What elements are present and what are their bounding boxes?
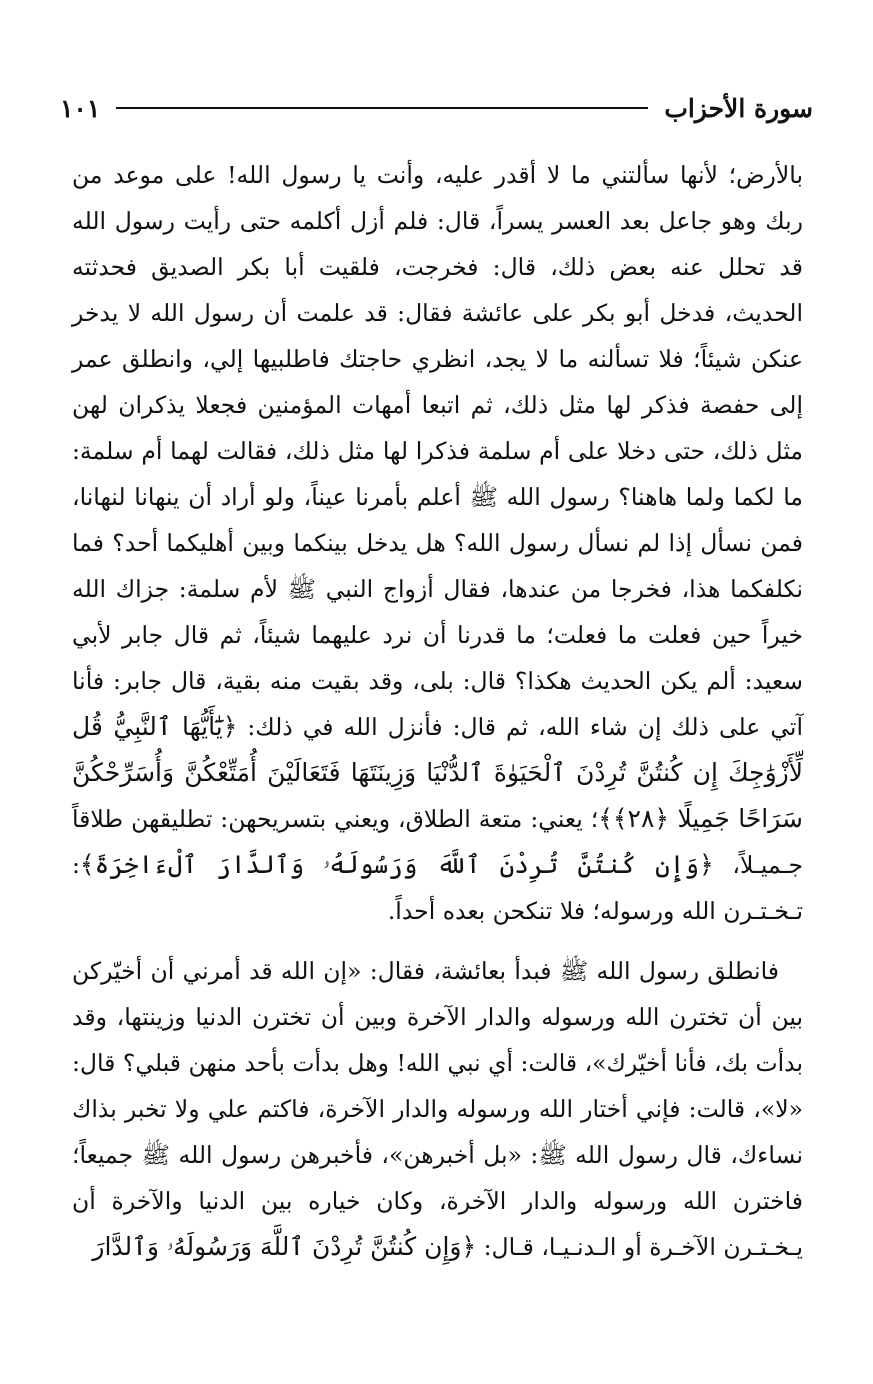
quran-verse: ﴿يَٰٓأَيُّهَا ٱلنَّبِيُّ قُل لِّأَزْوَٰجِكَ إِن كُنتُنَّ تُرِدْنَ ٱلْحَيَوٰةَ ٱلدُّنْيَا وَزِينَتَهَا فَتَعَالَيْنَ أُمَتِّعْكُنَّ وَأُسَرِّحْكُنَّ سَرَاحًا جَمِيلًا ﴿٢٨﴾﴾	[72, 712, 803, 833]
text-segment: بالأرض؛ لأنها سألتني ما لا أقدر عليه، وأنت يا رسول الله! على موعد من ربك وهو جاعل بعد العسر يسراً، قال: فلم أزل أكلمه حتى رأيت رسول الله قد تحلل عنه بعض ذلك، قال: فخرجت، فلقيت أبا بكر الصديق فحدثته الحديث، فدخل أبو بكر على عائشة فقال: قد علمت أن رسول الله لا يدخر عنكن شيئاً؛ فلا تسألنه ما لا يجد، انظري حاجتك فاطلبيها إلي، وانطلق عمر إلى حفصة فذكر لها مثل ذلك، ثم اتبعا أمهات المؤمنين فجعلا يذكران لهن مثل ذلك، حتى دخلا على أم سلمة فذكرا لها مثل ذلك، فقالت لهما أم سلمة: ما لكما ولما هاهنا؟ رسول الله ﷺ أعلم بأمرنا عيناً، ولو أراد أن ينهانا لنهانا، فمن نسأل إذا لم نسأل رسول الله؟ هل يدخل بينكما وبين أهليكما أحد؟ فما نكلفكما هذا، فخرجا من عندها، فقال أزواج النبي ﷺ لأم سلمة: جزاك الله خيراً حين فعلت ما فعلت؛ ما قدرنا أن نرد عليهما شيئاً، ثم قال جابر لأبي سعيد: ألم يكن الحديث هكذا؟ قال: بلى، وقد بقيت منه بقية، قال جابر: فأنا آتي على ذلك إن شاء الله، ثم قال: فأنزل الله في ذلك:	[72, 161, 803, 741]
text-segment: فانطلق رسول الله ﷺ فبدأ بعائشة، فقال: «إن الله قد أمرني أن أخيّركن بين أن تخترن الله ورسوله والدار الآخرة وبين أن تخترن الدنيا وزينتها، وقد بدأت بك، فأنا أخيّرك»، قالت: أي نبي الله! وهل بدأت بأحد منهن قبلي؟ قال: «لا»، قالت: فإني أختار الله ورسوله والدار الآخرة، فاكتم علي ولا تخبر بذاك نساءك، قال رسول الله ﷺ: «بل أخبرهن»، فأخبرهن رسول الله ﷺ جميعاً؛ فاخترن الله ورسوله والدار الآخرة، وكان خياره بين الدنيا والآخرة أن يـخـتـرن الآخـرة أو الـدنـيـا، قـال:	[72, 957, 803, 1261]
surah-title: سورة الأحزاب	[664, 93, 813, 123]
page-number: ١٠١	[60, 93, 101, 123]
paragraph	[72, 948, 803, 1270]
text-segment: : تـخـتـرن الله ورسوله؛ فلا تنكحن بعده أحداً.	[72, 851, 803, 925]
paragraph	[72, 152, 803, 934]
quran-verse: ﴿وَإِن كُنتُنَّ تُرِدْنَ ٱللَّهَ وَرَسُولَهُۥ وَٱلدَّارَ	[92, 1232, 477, 1261]
page-header	[60, 86, 813, 130]
page-body	[72, 152, 803, 1270]
text-segment: ؛ يعني: متعة الطلاق، ويعني بتسريحهن: تطليقهن طلاقاً جـميـلاً،	[72, 805, 803, 879]
header-rule	[116, 107, 648, 109]
quran-verse: ﴿وَإِن كُنتُنَّ تُرِدْنَ ٱللَّهَ وَرَسُولَهُۥ وَٱلدَّارَ ٱلْءَاخِرَةَ﴾	[79, 850, 714, 879]
